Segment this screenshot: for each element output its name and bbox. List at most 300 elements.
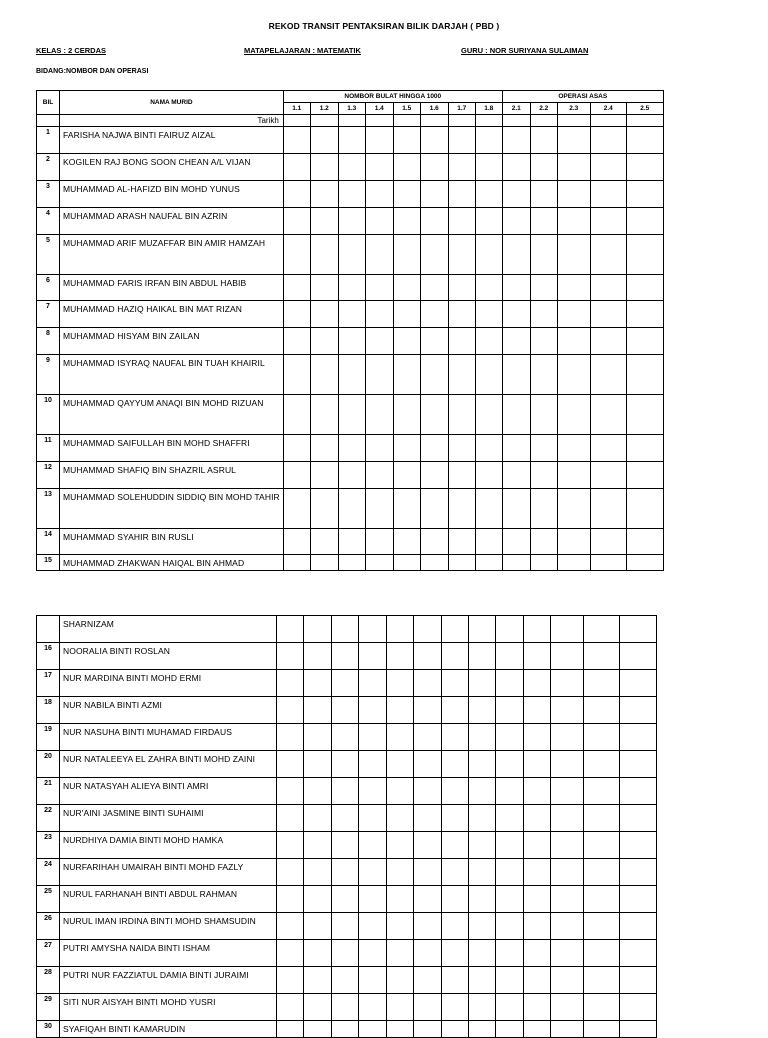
- assessment-cell[interactable]: [502, 462, 530, 489]
- assessment-cell[interactable]: [496, 616, 524, 643]
- assessment-cell[interactable]: [448, 555, 475, 571]
- assessment-cell[interactable]: [277, 724, 304, 751]
- assessment-cell[interactable]: [557, 489, 590, 529]
- assessment-cell[interactable]: [557, 555, 590, 571]
- assessment-cell[interactable]: [626, 328, 663, 355]
- assessment-cell[interactable]: [442, 805, 469, 832]
- assessment-cell[interactable]: [332, 832, 359, 859]
- assessment-cell[interactable]: [442, 778, 469, 805]
- assessment-cell[interactable]: [557, 529, 590, 555]
- assessment-cell[interactable]: [387, 913, 414, 940]
- assessment-cell[interactable]: [551, 778, 584, 805]
- assessment-cell[interactable]: [448, 462, 475, 489]
- assessment-cell[interactable]: [442, 967, 469, 994]
- assessment-cell[interactable]: [359, 886, 387, 913]
- assessment-cell[interactable]: [304, 751, 332, 778]
- assessment-cell[interactable]: [524, 1021, 551, 1038]
- assessment-cell[interactable]: [496, 994, 524, 1021]
- assessment-cell[interactable]: [475, 208, 502, 235]
- assessment-cell[interactable]: [338, 328, 365, 355]
- assessment-cell[interactable]: [283, 462, 310, 489]
- assessment-cell[interactable]: [620, 616, 657, 643]
- assessment-cell[interactable]: [469, 1021, 496, 1038]
- assessment-cell[interactable]: [310, 489, 338, 529]
- assessment-cell[interactable]: [283, 395, 310, 435]
- assessment-cell[interactable]: [590, 328, 626, 355]
- assessment-cell[interactable]: [557, 462, 590, 489]
- assessment-cell[interactable]: [365, 529, 393, 555]
- assessment-cell[interactable]: [414, 724, 442, 751]
- assessment-cell[interactable]: [442, 913, 469, 940]
- assessment-cell[interactable]: [359, 940, 387, 967]
- assessment-cell[interactable]: [584, 616, 620, 643]
- assessment-cell[interactable]: [387, 1021, 414, 1038]
- assessment-cell[interactable]: [365, 489, 393, 529]
- assessment-cell[interactable]: [469, 994, 496, 1021]
- assessment-cell[interactable]: [365, 208, 393, 235]
- assessment-cell[interactable]: [496, 697, 524, 724]
- assessment-cell[interactable]: [524, 940, 551, 967]
- assessment-cell[interactable]: [626, 489, 663, 529]
- assessment-cell[interactable]: [442, 724, 469, 751]
- assessment-cell[interactable]: [277, 778, 304, 805]
- assessment-cell[interactable]: [414, 832, 442, 859]
- assessment-cell[interactable]: [496, 832, 524, 859]
- assessment-cell[interactable]: [524, 859, 551, 886]
- assessment-cell[interactable]: [626, 355, 663, 395]
- assessment-cell[interactable]: [551, 994, 584, 1021]
- assessment-cell[interactable]: [590, 529, 626, 555]
- assessment-cell[interactable]: [626, 181, 663, 208]
- assessment-cell[interactable]: [524, 967, 551, 994]
- assessment-cell[interactable]: [448, 181, 475, 208]
- assessment-cell[interactable]: [551, 751, 584, 778]
- assessment-cell[interactable]: [584, 670, 620, 697]
- assessment-cell[interactable]: [332, 1021, 359, 1038]
- assessment-cell[interactable]: [310, 529, 338, 555]
- assessment-cell[interactable]: [387, 616, 414, 643]
- assessment-cell[interactable]: [387, 724, 414, 751]
- assessment-cell[interactable]: [448, 301, 475, 328]
- assessment-cell[interactable]: [551, 670, 584, 697]
- assessment-cell[interactable]: [442, 886, 469, 913]
- assessment-cell[interactable]: [557, 154, 590, 181]
- assessment-cell[interactable]: [338, 208, 365, 235]
- assessment-cell[interactable]: [359, 805, 387, 832]
- tarikh-cell[interactable]: [338, 115, 365, 127]
- assessment-cell[interactable]: [620, 724, 657, 751]
- assessment-cell[interactable]: [469, 778, 496, 805]
- assessment-cell[interactable]: [277, 886, 304, 913]
- assessment-cell[interactable]: [590, 462, 626, 489]
- assessment-cell[interactable]: [277, 616, 304, 643]
- assessment-cell[interactable]: [283, 529, 310, 555]
- assessment-cell[interactable]: [590, 275, 626, 301]
- assessment-cell[interactable]: [557, 181, 590, 208]
- assessment-cell[interactable]: [338, 275, 365, 301]
- assessment-cell[interactable]: [524, 697, 551, 724]
- assessment-cell[interactable]: [387, 994, 414, 1021]
- assessment-cell[interactable]: [626, 208, 663, 235]
- assessment-cell[interactable]: [365, 301, 393, 328]
- assessment-cell[interactable]: [277, 1021, 304, 1038]
- assessment-cell[interactable]: [584, 751, 620, 778]
- assessment-cell[interactable]: [442, 643, 469, 670]
- assessment-cell[interactable]: [524, 913, 551, 940]
- assessment-cell[interactable]: [496, 751, 524, 778]
- assessment-cell[interactable]: [277, 670, 304, 697]
- assessment-cell[interactable]: [557, 275, 590, 301]
- assessment-cell[interactable]: [551, 859, 584, 886]
- assessment-cell[interactable]: [277, 967, 304, 994]
- assessment-cell[interactable]: [502, 435, 530, 462]
- assessment-cell[interactable]: [420, 555, 448, 571]
- assessment-cell[interactable]: [387, 643, 414, 670]
- assessment-cell[interactable]: [304, 994, 332, 1021]
- assessment-cell[interactable]: [393, 529, 420, 555]
- assessment-cell[interactable]: [393, 435, 420, 462]
- assessment-cell[interactable]: [414, 886, 442, 913]
- assessment-cell[interactable]: [365, 462, 393, 489]
- assessment-cell[interactable]: [620, 940, 657, 967]
- assessment-cell[interactable]: [304, 697, 332, 724]
- tarikh-cell[interactable]: [393, 115, 420, 127]
- assessment-cell[interactable]: [365, 395, 393, 435]
- assessment-cell[interactable]: [584, 859, 620, 886]
- assessment-cell[interactable]: [448, 355, 475, 395]
- assessment-cell[interactable]: [420, 462, 448, 489]
- assessment-cell[interactable]: [530, 208, 557, 235]
- assessment-cell[interactable]: [584, 805, 620, 832]
- assessment-cell[interactable]: [469, 670, 496, 697]
- assessment-cell[interactable]: [338, 301, 365, 328]
- assessment-cell[interactable]: [310, 208, 338, 235]
- assessment-cell[interactable]: [283, 489, 310, 529]
- assessment-cell[interactable]: [469, 859, 496, 886]
- assessment-cell[interactable]: [304, 616, 332, 643]
- assessment-cell[interactable]: [393, 154, 420, 181]
- assessment-cell[interactable]: [442, 994, 469, 1021]
- assessment-cell[interactable]: [420, 355, 448, 395]
- assessment-cell[interactable]: [277, 994, 304, 1021]
- assessment-cell[interactable]: [502, 395, 530, 435]
- assessment-cell[interactable]: [365, 235, 393, 275]
- assessment-cell[interactable]: [530, 489, 557, 529]
- assessment-cell[interactable]: [310, 328, 338, 355]
- assessment-cell[interactable]: [584, 778, 620, 805]
- assessment-cell[interactable]: [530, 275, 557, 301]
- assessment-cell[interactable]: [530, 235, 557, 275]
- assessment-cell[interactable]: [420, 181, 448, 208]
- assessment-cell[interactable]: [530, 555, 557, 571]
- assessment-cell[interactable]: [283, 275, 310, 301]
- assessment-cell[interactable]: [442, 697, 469, 724]
- assessment-cell[interactable]: [332, 967, 359, 994]
- assessment-cell[interactable]: [277, 697, 304, 724]
- assessment-cell[interactable]: [414, 994, 442, 1021]
- assessment-cell[interactable]: [393, 208, 420, 235]
- tarikh-cell[interactable]: [502, 115, 530, 127]
- assessment-cell[interactable]: [359, 994, 387, 1021]
- assessment-cell[interactable]: [414, 778, 442, 805]
- assessment-cell[interactable]: [475, 555, 502, 571]
- assessment-cell[interactable]: [310, 395, 338, 435]
- assessment-cell[interactable]: [393, 275, 420, 301]
- assessment-cell[interactable]: [590, 435, 626, 462]
- assessment-cell[interactable]: [469, 805, 496, 832]
- assessment-cell[interactable]: [557, 355, 590, 395]
- assessment-cell[interactable]: [359, 751, 387, 778]
- assessment-cell[interactable]: [496, 805, 524, 832]
- tarikh-cell[interactable]: [557, 115, 590, 127]
- assessment-cell[interactable]: [332, 616, 359, 643]
- assessment-cell[interactable]: [338, 435, 365, 462]
- assessment-cell[interactable]: [469, 643, 496, 670]
- assessment-cell[interactable]: [475, 529, 502, 555]
- assessment-cell[interactable]: [557, 208, 590, 235]
- assessment-cell[interactable]: [626, 555, 663, 571]
- assessment-cell[interactable]: [475, 275, 502, 301]
- assessment-cell[interactable]: [414, 616, 442, 643]
- assessment-cell[interactable]: [414, 859, 442, 886]
- assessment-cell[interactable]: [626, 435, 663, 462]
- assessment-cell[interactable]: [620, 751, 657, 778]
- assessment-cell[interactable]: [442, 616, 469, 643]
- assessment-cell[interactable]: [420, 235, 448, 275]
- assessment-cell[interactable]: [584, 724, 620, 751]
- assessment-cell[interactable]: [620, 886, 657, 913]
- assessment-cell[interactable]: [304, 778, 332, 805]
- assessment-cell[interactable]: [551, 886, 584, 913]
- assessment-cell[interactable]: [338, 181, 365, 208]
- assessment-cell[interactable]: [524, 886, 551, 913]
- assessment-cell[interactable]: [590, 301, 626, 328]
- assessment-cell[interactable]: [502, 154, 530, 181]
- assessment-cell[interactable]: [502, 127, 530, 154]
- assessment-cell[interactable]: [626, 462, 663, 489]
- assessment-cell[interactable]: [496, 913, 524, 940]
- assessment-cell[interactable]: [551, 805, 584, 832]
- assessment-cell[interactable]: [475, 489, 502, 529]
- assessment-cell[interactable]: [310, 127, 338, 154]
- assessment-cell[interactable]: [475, 462, 502, 489]
- tarikh-cell[interactable]: [310, 115, 338, 127]
- assessment-cell[interactable]: [590, 395, 626, 435]
- assessment-cell[interactable]: [420, 301, 448, 328]
- assessment-cell[interactable]: [530, 462, 557, 489]
- assessment-cell[interactable]: [475, 355, 502, 395]
- assessment-cell[interactable]: [387, 886, 414, 913]
- assessment-cell[interactable]: [590, 154, 626, 181]
- assessment-cell[interactable]: [502, 489, 530, 529]
- assessment-cell[interactable]: [584, 643, 620, 670]
- tarikh-cell[interactable]: [626, 115, 663, 127]
- assessment-cell[interactable]: [387, 967, 414, 994]
- tarikh-cell[interactable]: [448, 115, 475, 127]
- assessment-cell[interactable]: [442, 751, 469, 778]
- assessment-cell[interactable]: [502, 301, 530, 328]
- assessment-cell[interactable]: [332, 940, 359, 967]
- assessment-cell[interactable]: [359, 832, 387, 859]
- assessment-cell[interactable]: [332, 805, 359, 832]
- assessment-cell[interactable]: [442, 940, 469, 967]
- assessment-cell[interactable]: [414, 913, 442, 940]
- assessment-cell[interactable]: [557, 301, 590, 328]
- assessment-cell[interactable]: [414, 967, 442, 994]
- assessment-cell[interactable]: [283, 355, 310, 395]
- assessment-cell[interactable]: [496, 1021, 524, 1038]
- assessment-cell[interactable]: [332, 724, 359, 751]
- assessment-cell[interactable]: [524, 805, 551, 832]
- assessment-cell[interactable]: [557, 235, 590, 275]
- assessment-cell[interactable]: [359, 724, 387, 751]
- assessment-cell[interactable]: [387, 751, 414, 778]
- assessment-cell[interactable]: [496, 778, 524, 805]
- assessment-cell[interactable]: [475, 235, 502, 275]
- assessment-cell[interactable]: [626, 275, 663, 301]
- assessment-cell[interactable]: [590, 555, 626, 571]
- assessment-cell[interactable]: [359, 643, 387, 670]
- assessment-cell[interactable]: [442, 859, 469, 886]
- assessment-cell[interactable]: [524, 616, 551, 643]
- assessment-cell[interactable]: [469, 697, 496, 724]
- assessment-cell[interactable]: [448, 275, 475, 301]
- assessment-cell[interactable]: [387, 805, 414, 832]
- assessment-cell[interactable]: [338, 489, 365, 529]
- tarikh-cell[interactable]: [283, 115, 310, 127]
- assessment-cell[interactable]: [530, 328, 557, 355]
- assessment-cell[interactable]: [393, 395, 420, 435]
- assessment-cell[interactable]: [283, 555, 310, 571]
- assessment-cell[interactable]: [387, 697, 414, 724]
- assessment-cell[interactable]: [365, 275, 393, 301]
- assessment-cell[interactable]: [626, 301, 663, 328]
- assessment-cell[interactable]: [590, 235, 626, 275]
- assessment-cell[interactable]: [277, 859, 304, 886]
- assessment-cell[interactable]: [551, 697, 584, 724]
- assessment-cell[interactable]: [620, 994, 657, 1021]
- assessment-cell[interactable]: [304, 940, 332, 967]
- assessment-cell[interactable]: [496, 940, 524, 967]
- assessment-cell[interactable]: [332, 994, 359, 1021]
- assessment-cell[interactable]: [590, 208, 626, 235]
- assessment-cell[interactable]: [469, 913, 496, 940]
- assessment-cell[interactable]: [387, 940, 414, 967]
- assessment-cell[interactable]: [584, 1021, 620, 1038]
- assessment-cell[interactable]: [620, 967, 657, 994]
- tarikh-cell[interactable]: [365, 115, 393, 127]
- assessment-cell[interactable]: [626, 395, 663, 435]
- assessment-cell[interactable]: [283, 181, 310, 208]
- assessment-cell[interactable]: [414, 670, 442, 697]
- assessment-cell[interactable]: [475, 435, 502, 462]
- assessment-cell[interactable]: [524, 670, 551, 697]
- assessment-cell[interactable]: [304, 1021, 332, 1038]
- assessment-cell[interactable]: [387, 670, 414, 697]
- assessment-cell[interactable]: [530, 181, 557, 208]
- assessment-cell[interactable]: [420, 395, 448, 435]
- assessment-cell[interactable]: [524, 724, 551, 751]
- assessment-cell[interactable]: [283, 208, 310, 235]
- assessment-cell[interactable]: [626, 154, 663, 181]
- assessment-cell[interactable]: [469, 886, 496, 913]
- assessment-cell[interactable]: [304, 913, 332, 940]
- assessment-cell[interactable]: [283, 127, 310, 154]
- assessment-cell[interactable]: [359, 859, 387, 886]
- assessment-cell[interactable]: [277, 832, 304, 859]
- assessment-cell[interactable]: [530, 435, 557, 462]
- assessment-cell[interactable]: [496, 886, 524, 913]
- assessment-cell[interactable]: [448, 328, 475, 355]
- assessment-cell[interactable]: [332, 913, 359, 940]
- assessment-cell[interactable]: [502, 181, 530, 208]
- assessment-cell[interactable]: [420, 328, 448, 355]
- assessment-cell[interactable]: [620, 643, 657, 670]
- assessment-cell[interactable]: [359, 913, 387, 940]
- assessment-cell[interactable]: [620, 913, 657, 940]
- assessment-cell[interactable]: [365, 355, 393, 395]
- assessment-cell[interactable]: [365, 181, 393, 208]
- assessment-cell[interactable]: [584, 940, 620, 967]
- assessment-cell[interactable]: [442, 670, 469, 697]
- assessment-cell[interactable]: [502, 328, 530, 355]
- assessment-cell[interactable]: [365, 555, 393, 571]
- tarikh-cell[interactable]: [475, 115, 502, 127]
- assessment-cell[interactable]: [277, 751, 304, 778]
- assessment-cell[interactable]: [502, 275, 530, 301]
- assessment-cell[interactable]: [524, 751, 551, 778]
- assessment-cell[interactable]: [414, 643, 442, 670]
- assessment-cell[interactable]: [359, 1021, 387, 1038]
- assessment-cell[interactable]: [420, 275, 448, 301]
- assessment-cell[interactable]: [448, 235, 475, 275]
- assessment-cell[interactable]: [414, 697, 442, 724]
- assessment-cell[interactable]: [448, 435, 475, 462]
- assessment-cell[interactable]: [626, 529, 663, 555]
- assessment-cell[interactable]: [387, 832, 414, 859]
- assessment-cell[interactable]: [310, 235, 338, 275]
- tarikh-cell[interactable]: [590, 115, 626, 127]
- assessment-cell[interactable]: [475, 127, 502, 154]
- assessment-cell[interactable]: [584, 697, 620, 724]
- assessment-cell[interactable]: [584, 832, 620, 859]
- assessment-cell[interactable]: [496, 724, 524, 751]
- assessment-cell[interactable]: [551, 940, 584, 967]
- assessment-cell[interactable]: [283, 301, 310, 328]
- assessment-cell[interactable]: [393, 127, 420, 154]
- assessment-cell[interactable]: [530, 301, 557, 328]
- assessment-cell[interactable]: [620, 1021, 657, 1038]
- assessment-cell[interactable]: [530, 529, 557, 555]
- assessment-cell[interactable]: [414, 940, 442, 967]
- assessment-cell[interactable]: [387, 778, 414, 805]
- assessment-cell[interactable]: [475, 395, 502, 435]
- assessment-cell[interactable]: [304, 832, 332, 859]
- assessment-cell[interactable]: [304, 724, 332, 751]
- assessment-cell[interactable]: [448, 395, 475, 435]
- assessment-cell[interactable]: [469, 751, 496, 778]
- assessment-cell[interactable]: [448, 127, 475, 154]
- assessment-cell[interactable]: [420, 489, 448, 529]
- assessment-cell[interactable]: [530, 355, 557, 395]
- assessment-cell[interactable]: [310, 301, 338, 328]
- assessment-cell[interactable]: [475, 328, 502, 355]
- assessment-cell[interactable]: [475, 181, 502, 208]
- assessment-cell[interactable]: [557, 328, 590, 355]
- assessment-cell[interactable]: [551, 643, 584, 670]
- assessment-cell[interactable]: [420, 529, 448, 555]
- assessment-cell[interactable]: [469, 724, 496, 751]
